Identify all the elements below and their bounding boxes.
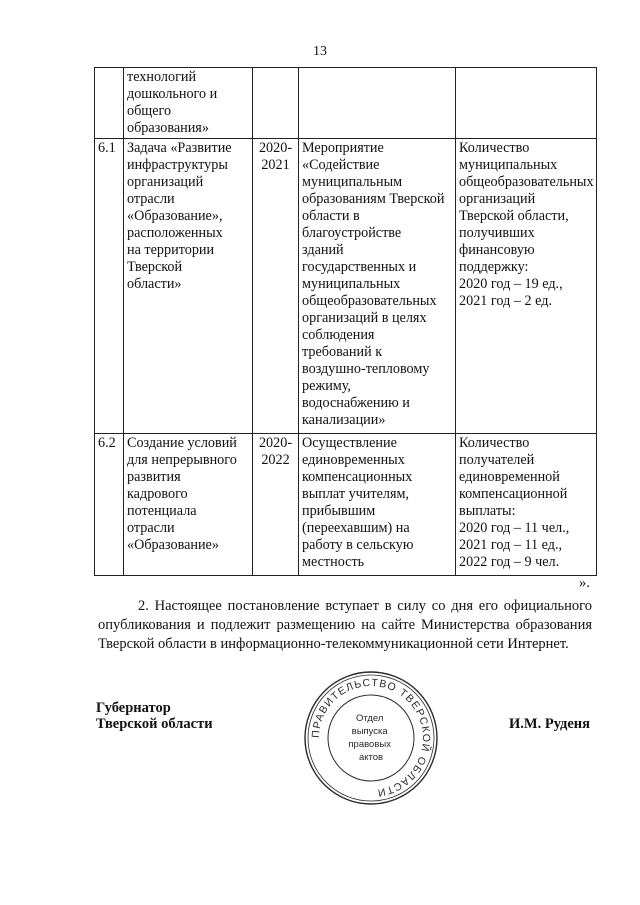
measure-cell: Мероприятие «Содействие муниципальным образованиям Тверской области в благоустройстве зданий государственных и муниципальных общеобразовательных организаций в целях соблюдения требований к воздушно-тепловому режиму, водоснабжению и канализации» [299,139,456,434]
signatory-name: И.М. Руденя [509,716,591,732]
seal-line: выпуска [351,726,388,737]
seal-line: правовых [348,739,391,750]
page-number: 13 [313,44,327,59]
indicator-cell: Количество муниципальных общеобразовательных организаций Тверской области, получивших финансовую поддержку: 2020 год – 19 ед., 2021 год – 2 ед. [456,139,597,434]
row-number-cell [95,68,124,139]
measures-table [94,67,597,576]
period-cell: 2020- 2021 [253,139,299,434]
task-cell: Задача «Развитие инфраструктуры организаций отрасли «Образование», расположенных на территории Тверской области» [124,139,253,434]
closing-quote-mark: ». [579,575,590,591]
table-row [95,139,597,434]
seal-line: Отдел [355,713,384,724]
svg-text:Отдел выпуска правовых [348,713,393,763]
row-number-cell: 6.2 [95,434,124,576]
task-cell: Создание условий для непрерывного развития кадрового потенциала отрасли «Образование» [124,434,253,576]
seal-line: актов [358,752,384,763]
indicator-cell: Количество получателей единовременной компенсационной выплаты: 2020 год – 11 чел., 2021 год – 11 ед., 2022 год – 9 чел. [456,434,597,576]
official-seal [302,669,440,807]
row-number-cell: 6.1 [95,139,124,434]
seal-ring-text: ПРАВИТЕЛЬСТВО ТВЕРСКОЙ ОБЛАСТИ [309,676,433,799]
table-row [95,434,597,576]
period-cell [253,68,299,139]
effective-date-paragraph: 2. Настоящее постановление вступает в силу со дня его официального опубликования и подлежит размещению на сайте Министерства образования Тверской области в информационно-телекоммуникационной сети Интернет. [98,598,592,652]
period-cell: 2020- 2022 [253,434,299,576]
measure-cell [299,68,456,139]
indicator-cell [456,68,597,139]
measure-cell: Осуществление единовременных компенсационных выплат учителям, прибывшим (переехавшим) на работу в сельскую местность [299,434,456,576]
task-cell: технологий дошкольного и общего образования» [124,68,253,139]
signatory-title: Губернатор Тверской области [96,700,213,732]
table-row [95,68,597,139]
